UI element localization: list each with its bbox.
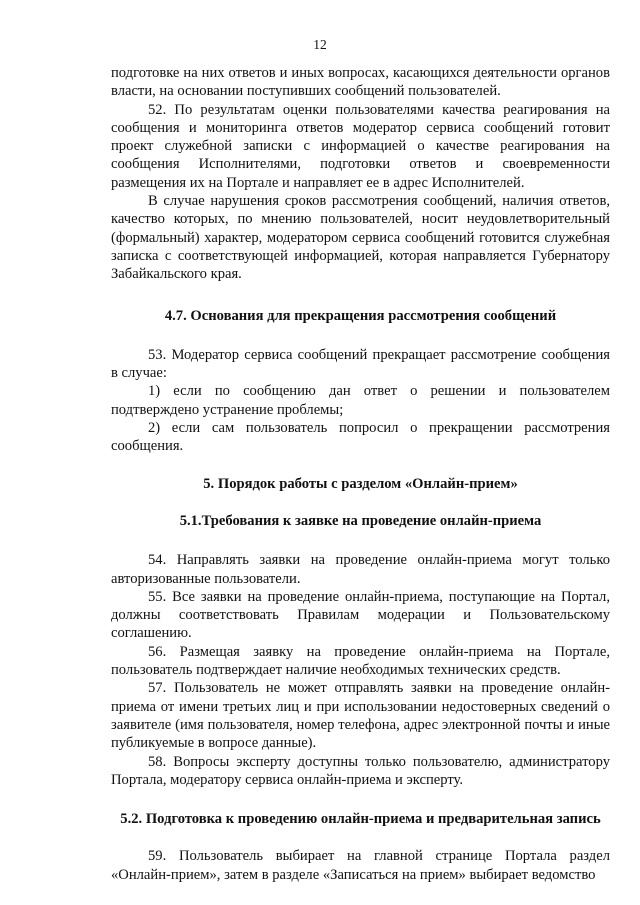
heading-5-2: 5.2. Подготовка к проведению онлайн-приема и предварительная запись [120,811,601,828]
document-body [111,64,610,884]
paragraph-53: 53. Модератор сервиса сообщений прекращает рассмотрение сообщения в случае: [111,346,610,382]
paragraph-52: 52. По результатам оценки пользователями качества реагирования на сообщения и мониторинга ответов модератор сервиса сообщений готовит проект служебной записки с информацией о качестве реагирования на сообщения Исполнителями, подготовки ответов и своевременности размещения их на Портале и направляет ее в адрес Исполнителей. [111,101,610,191]
paragraph-58: 58. Вопросы эксперту доступны только пользователю, администратору Портала, модератору сервиса онлайн-приема и эксперту. [111,753,610,788]
paragraph-52-continued: В случае нарушения сроков рассмотрения сообщений, наличия ответов, качество которых, по мнению пользователей, носит неудовлетворительный (формальный) характер, модератором сервиса сообщений готовится служебная записка с соответствующей информацией, которая направляется Губернатору Забайкальского края. [111,193,610,283]
page-number: 12 [313,37,327,52]
paragraph-53-item-2: 2) если сам пользователь попросил о прекращении рассмотрения сообщения. [111,420,610,455]
heading-4-7: 4.7. Основания для прекращения рассмотрения сообщений [164,307,557,324]
heading-5: 5. Порядок работы с разделом «Онлайн-прием» [203,475,518,492]
paragraph-59: 59. Пользователь выбирает на главной странице Портала раздел «Онлайн-прием», затем в разделе «Записаться на прием» выбирает ведомство [111,848,610,883]
paragraph-56: 56. Размещая заявку на проведение онлайн-приема на Портале, пользователь подтверждает наличие необходимых технических средств. [111,643,610,679]
paragraph-continued: подготовке на них ответов и иных вопросах, касающихся деятельности органов власти, на основании поступивших сообщений пользователей. [111,65,610,100]
paragraph-57: 57. Пользователь не может отправлять заявки на проведение онлайн-приема от имени третьих лиц и при использовании недостоверных сведений о заявителе (имя пользователя, номер телефона, адрес электронной почты и иные публикуемые в вопросе данные). [111,680,610,752]
heading-5-1: 5.1.Требования к заявке на проведение онлайн-приема [179,512,542,529]
paragraph-53-item-1: 1) если по сообщению дан ответ о решении и пользователем подтверждено устранение проблемы; [111,383,610,418]
paragraph-54: 54. Направлять заявки на проведение онлайн-приема могут только авторизованные пользователи. [111,552,610,587]
paragraph-55: 55. Все заявки на проведение онлайн-приема, поступающие на Портал, должны соответствовать Правилам модерации и Пользовательскому соглашению. [111,588,610,642]
